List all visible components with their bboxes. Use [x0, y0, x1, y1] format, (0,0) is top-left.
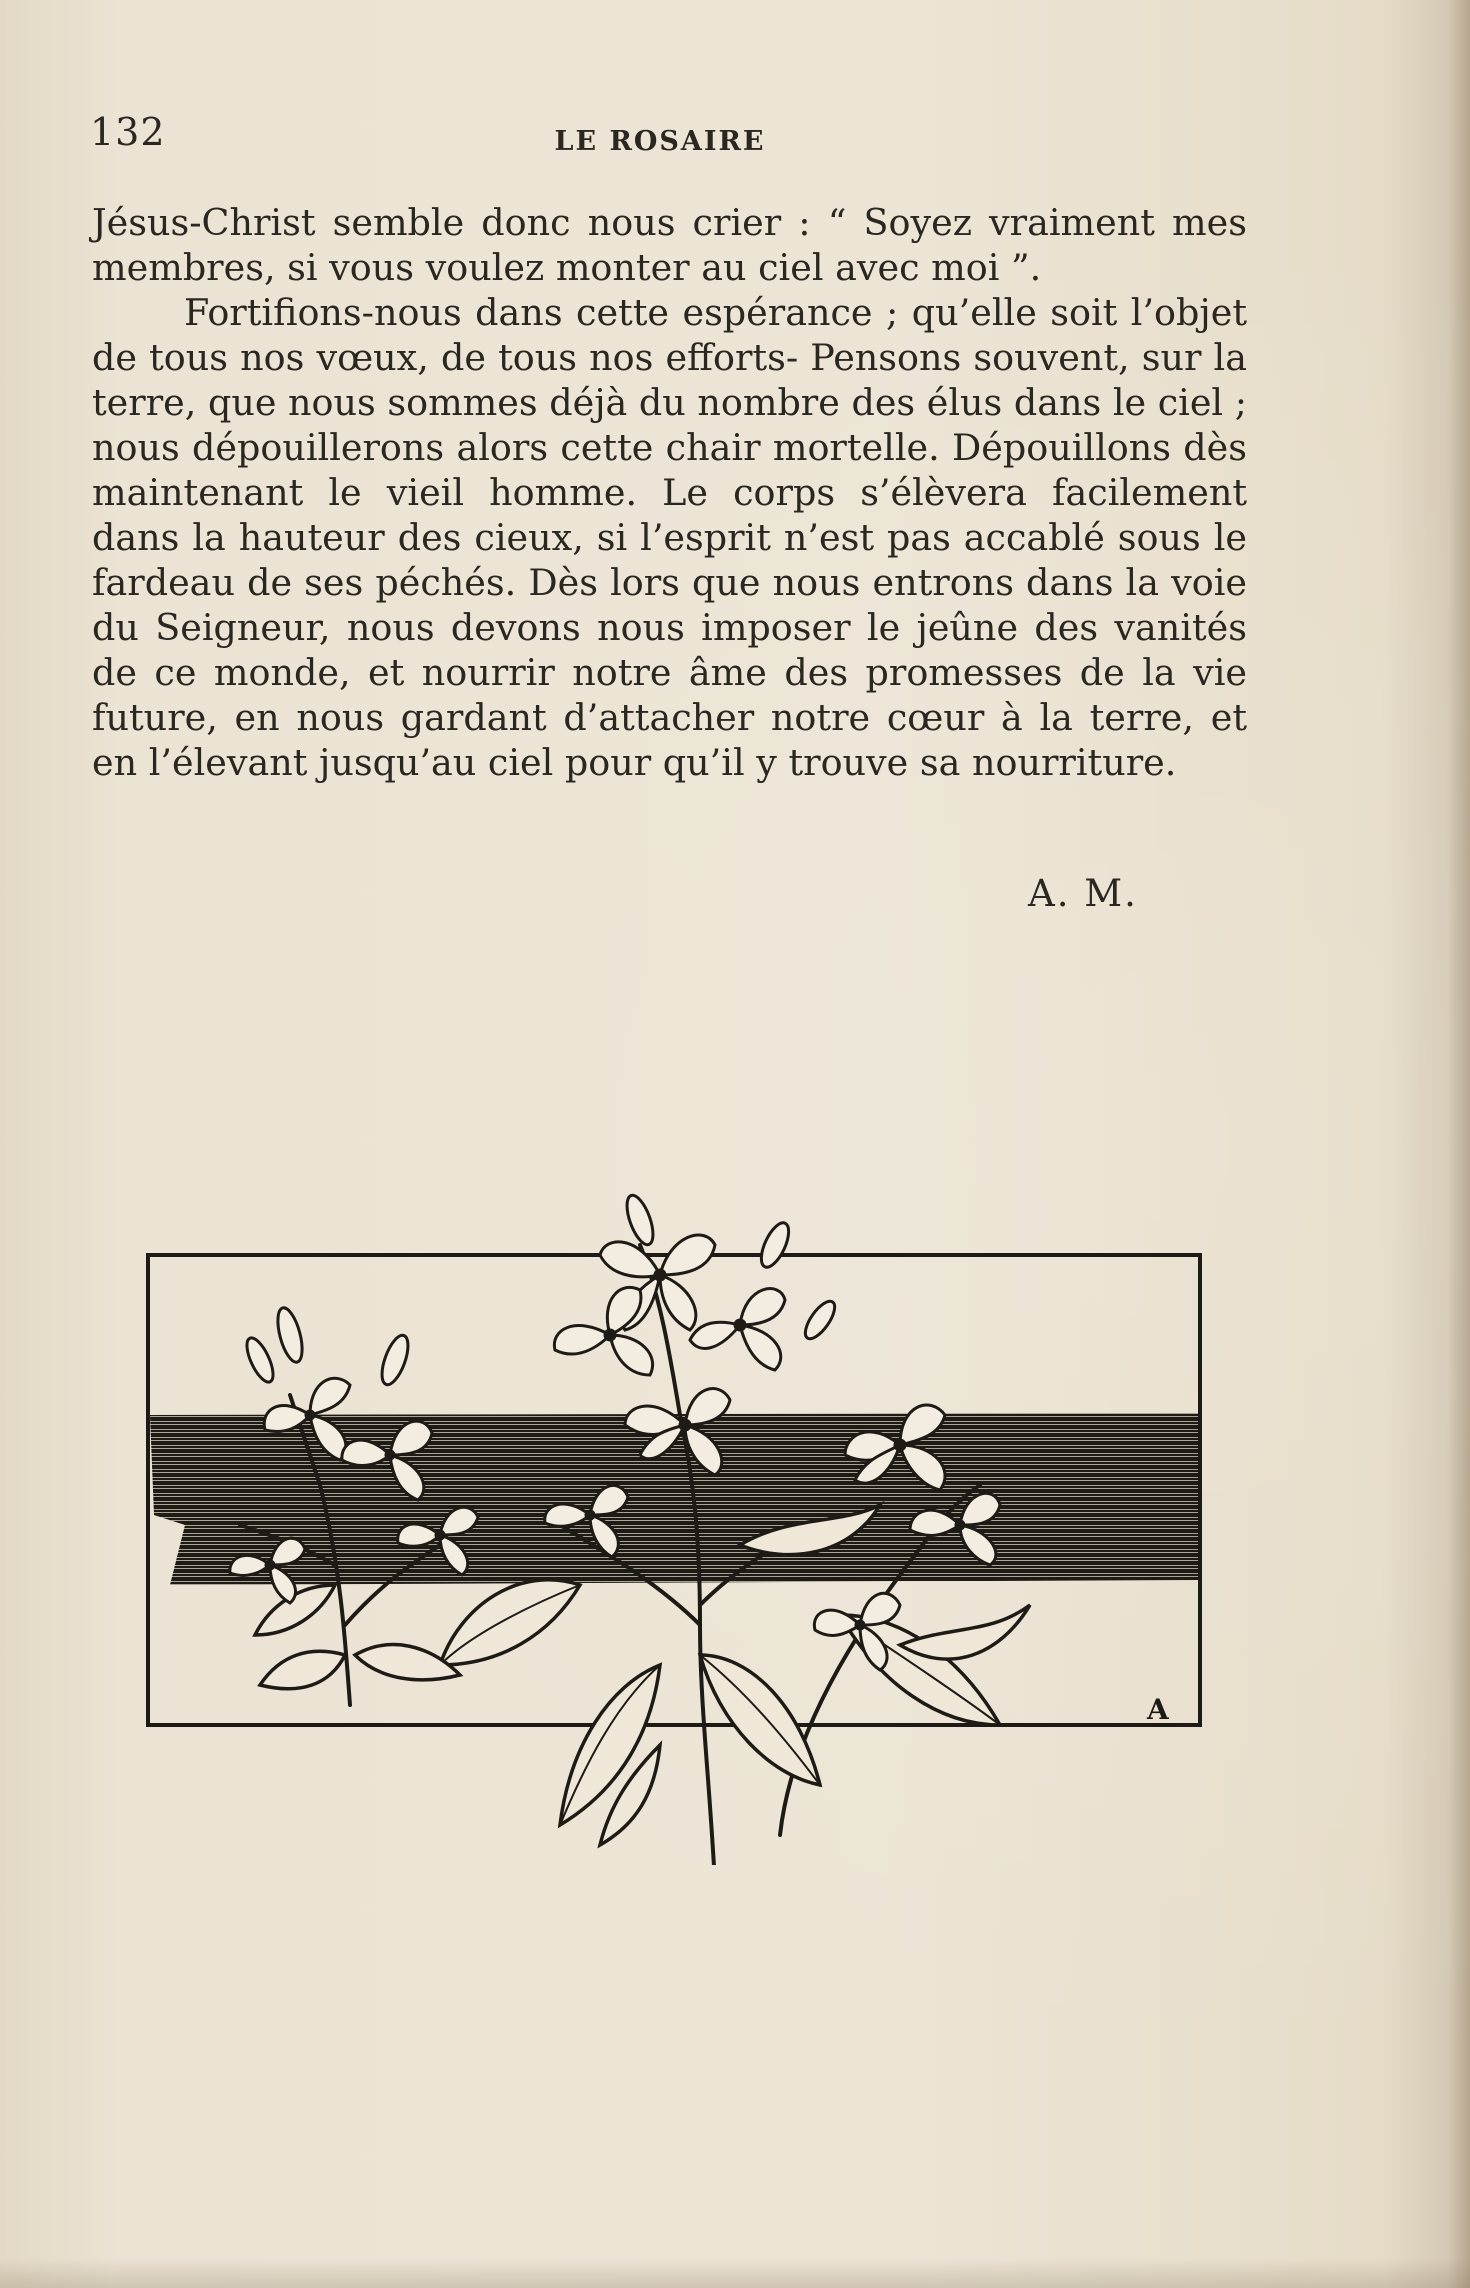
running-title: LE ROSAIRE	[554, 126, 766, 157]
floral-engraving	[140, 1185, 1210, 1865]
page-edge-shadow	[1448, 0, 1470, 2288]
paragraph-2: Fortifions-nous dans cette espérance ; qu’elle soit l’objet de tous nos vœux, de tous nos efforts- Pensons souvent, sur la terre, que nous sommes déjà du nombre des élus dans le ciel ; nous dépouillerons alors cette chair mortelle. Dépouillons dès maintenant le vieil homme. Le corps s’élèvera facilement dans la hauteur des cieux, si l’esprit n’est pas accablé sous le fardeau de ses péchés. Dès lors que nous entrons dans la voie du Seigneur, nous devons nous imposer le jeûne des vanités de ce monde, et nourrir notre âme des promesses de la vie future, en nous gardant d’attacher notre cœur à la terre, et en l’élevant jusqu’au ciel pour qu’il y trouve sa nourriture.	[92, 291, 1248, 784]
page-bottom-shadow	[0, 2258, 1470, 2288]
author-signature: A. M.	[1028, 872, 1138, 915]
artist-monogram: A	[1147, 1693, 1169, 1726]
paragraph-1: Jésus-Christ semble donc nous crier : “ Soyez vraiment mes membres, si vous voulez monter au ciel avec moi ”.	[92, 201, 1247, 289]
article-body	[92, 200, 1247, 785]
floral-engraving-svg	[140, 1185, 1210, 1865]
page-number: 132	[90, 110, 166, 154]
flower-buds	[242, 1192, 840, 1388]
